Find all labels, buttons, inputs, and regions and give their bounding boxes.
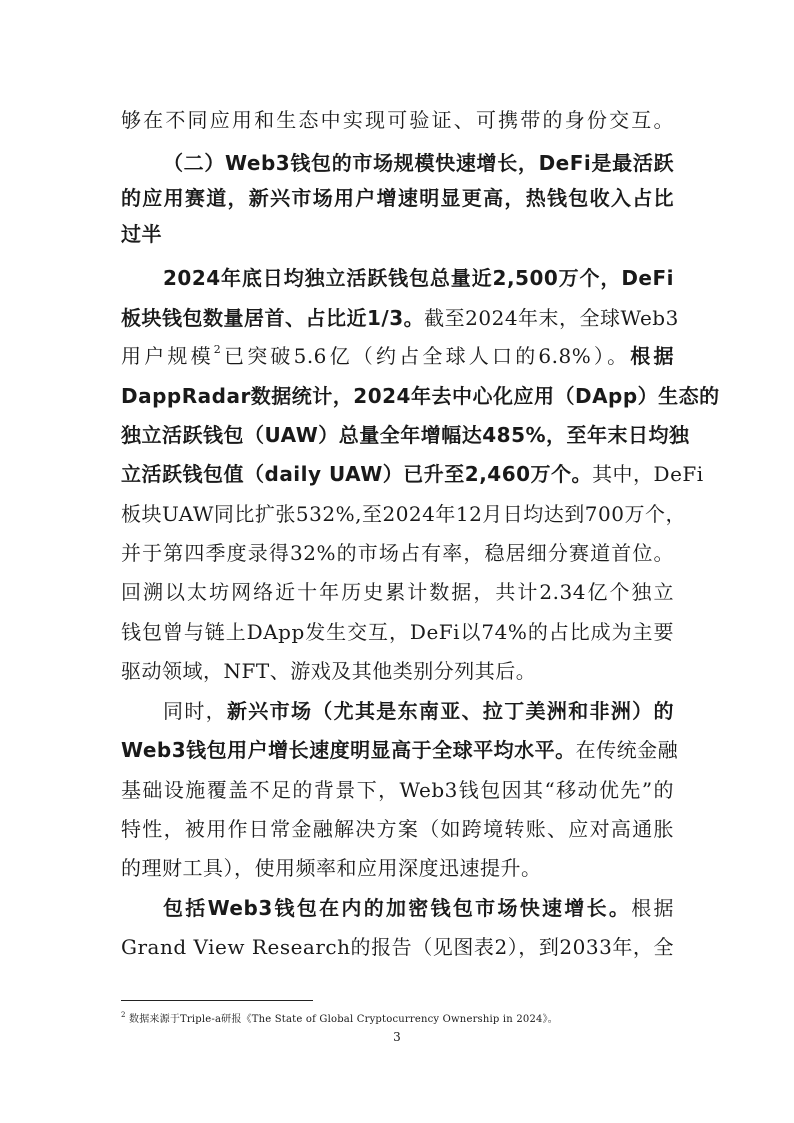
paragraph-line xyxy=(121,342,674,370)
paragraph-line xyxy=(163,697,674,725)
body-text: 截至2024年末，全球Web3 xyxy=(424,306,679,330)
body-text: 同时， xyxy=(163,699,227,723)
paragraph-line xyxy=(163,894,674,922)
bold-text: 立活跃钱包值（daily UAW）已升至2,460万个。 xyxy=(121,462,593,486)
bold-text: 包括Web3钱包在内的加密钱包市场快速增长。 xyxy=(163,896,632,920)
bold-text: Web3钱包用户增长速度明显高于全球平均水平。 xyxy=(121,738,576,762)
paragraph-lead-line: 2024年底日均独立活跃钱包总量近2,500万个，DeFi xyxy=(163,266,674,290)
footnote-divider xyxy=(121,1000,313,1001)
footnote-text: 数据来源于Triple-a研报《The State of Global Cryptocurrency Ownership in 2024》。 xyxy=(125,1014,558,1025)
paragraph-line: DappRadar数据统计，2024年去中心化应用（DApp）生态的 xyxy=(121,384,720,408)
paragraph-line: Grand View Research的报告（见图表2），到2033年，全 xyxy=(121,935,674,959)
body-text: 其中，DeFi xyxy=(592,462,704,486)
footnote xyxy=(121,1010,681,1027)
paragraph-line: 驱动领域，NFT、游戏及其他类别分列其后。 xyxy=(121,659,537,683)
paragraph-line: 基础设施覆盖不足的背景下，Web3钱包因其“移动优先”的 xyxy=(121,778,674,802)
paragraph-line: 回溯以太坊网络近十年历史累计数据，共计2.34亿个独立 xyxy=(121,580,674,604)
footnote-marker: 2 xyxy=(121,1010,126,1019)
body-text: 已突破5.6亿（约占全球人口的6.8%）。 xyxy=(221,344,631,368)
paragraph-line: 独立活跃钱包（UAW）总量全年增幅达485%，至年末日均独 xyxy=(121,423,690,447)
section-heading-line-3: 过半 xyxy=(121,222,162,246)
paragraph-line: 并于第四季度录得32%的市场占有率，稳居细分赛道首位。 xyxy=(121,541,674,565)
paragraph-line: 够在不同应用和生态中实现可验证、可携带的身份交互。 xyxy=(121,108,674,132)
paragraph-line xyxy=(121,304,679,332)
footnote-ref: 2 xyxy=(213,343,222,357)
paragraph-line xyxy=(121,460,704,488)
bold-text: 板块钱包数量居首、占比近1/3。 xyxy=(121,306,425,330)
body-text: 用户规模 xyxy=(121,344,214,368)
bold-text: 根据 xyxy=(630,344,674,368)
bold-text: 新兴市场（尤其是东南亚、拉丁美洲和非洲）的 xyxy=(226,699,675,723)
paragraph-line: 钱包曾与链上DApp发生交互，DeFi以74%的占比成为主要 xyxy=(121,620,674,644)
body-text: 根据 xyxy=(631,896,674,920)
body-text: 在传统金融 xyxy=(575,738,679,762)
paragraph-line: 特性，被用作日常金融解决方案（如跨境转账、应对高通胀 xyxy=(121,817,674,841)
section-heading-line-2: 的应用赛道，新兴市场用户增速明显更高，热钱包收入占比 xyxy=(121,186,674,210)
page-number: 3 xyxy=(393,1030,401,1044)
paragraph-line xyxy=(121,736,679,764)
paragraph-line: 板块UAW同比扩张532%,至2024年12月日均达到700万个， xyxy=(121,502,686,526)
paragraph-line: 的理财工具），使用频率和应用深度迅速提升。 xyxy=(121,856,542,880)
section-heading-line-1: （二）Web3钱包的市场规模快速增长，DeFi是最活跃 xyxy=(163,151,674,175)
